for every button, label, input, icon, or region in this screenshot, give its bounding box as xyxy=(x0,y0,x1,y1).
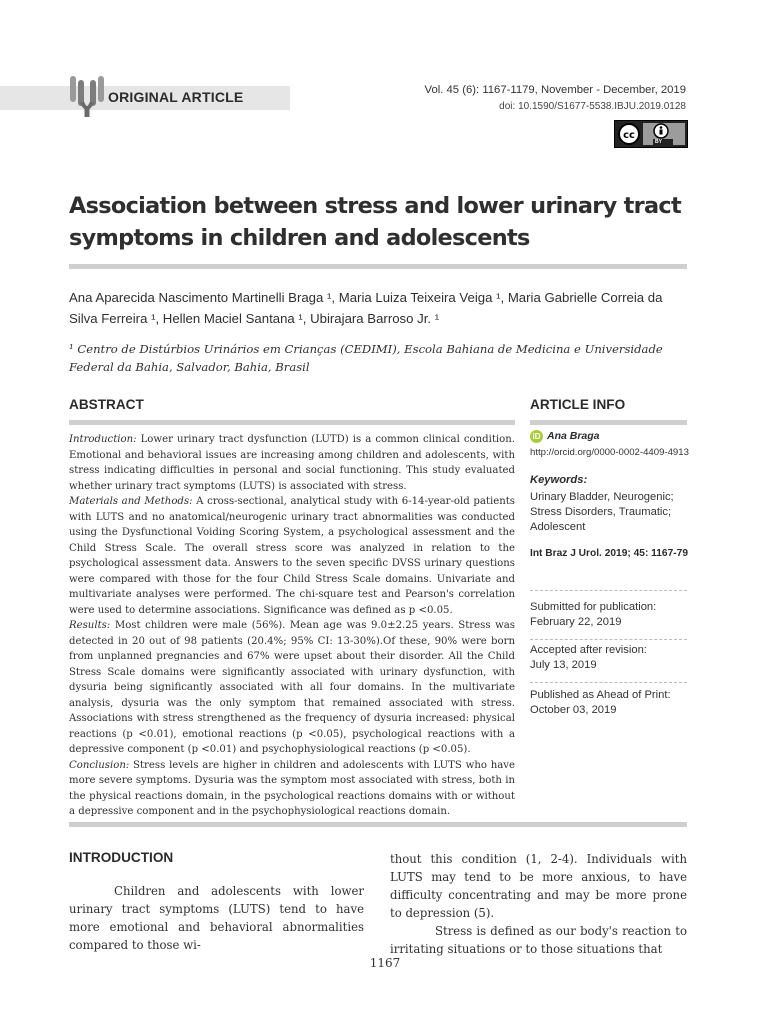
citation: Int Braz J Urol. 2019; 45: 1167-79 xyxy=(530,548,688,559)
creative-commons-badge[interactable] xyxy=(614,120,688,148)
results-text: Most children were male (56%). Mean age was 9.0±2.25 years. Stress was detected in 20 out of 98 patients (20.4%; 95% CI: 13-30%).Of these, 90% were born from unplanned pregnancies and 67% were upset about their disorder. All the Child Stress Scale domains were significantly associated with urinary dysfunction, with dysuria being significantly associated with all four domains. In the multivariate analysis, dysuria was the only symptom that remained associated with stress. Associations with stress strengthened as the frequency of dysuria increased: physical reactions (p <0.01), emotional reactions (p <0.05), psychological reactions with a depressive component (p <0.01) and psychophysiological reactions (p <0.05). xyxy=(69,620,515,755)
orcid-icon[interactable]: iD xyxy=(530,430,543,443)
volume-info: Vol. 45 (6): 1167-1179, November - December, 2019 xyxy=(424,84,686,96)
introduction-paragraph: Children and adolescents with lower urinary tract symptoms (LUTS) tend to have more emotional and behavioral abnormalities compared to those wi- xyxy=(69,884,364,952)
svg-text:cc: cc xyxy=(623,130,635,141)
corresponding-author: Ana Braga xyxy=(547,430,600,442)
keywords-list: Urinary Bladder, Neurogenic; Stress Disorders, Traumatic; Adolescent xyxy=(530,491,674,533)
abstract-body xyxy=(69,432,515,820)
introduction-left-column xyxy=(69,882,364,954)
orcid-link[interactable]: http://orcid.org/0000-0002-4409-4913 xyxy=(530,447,689,458)
cc-license-icon xyxy=(615,121,687,147)
submitted-date: February 22, 2019 xyxy=(530,616,622,628)
methods-label: Materials and Methods: xyxy=(69,496,193,507)
abstract-heading: ABSTRACT xyxy=(69,397,144,412)
results-label: Results: xyxy=(69,620,111,631)
article-info-heading: ARTICLE INFO xyxy=(530,397,626,412)
title-divider xyxy=(69,264,687,269)
conclusion-text: Stress levels are higher in children and adolescents with LUTS who have more severe symptoms. Dysuria was the symptom most associated with stress, both in the physical reactions domain, in the psychological reactions domains with or without a depressive component and in the psychophysiological reactions domain. xyxy=(69,759,515,817)
journal-logo-icon xyxy=(68,74,106,118)
introduction-label: Introduction: xyxy=(69,434,137,445)
keywords-heading: Keywords: xyxy=(530,474,588,486)
affiliation: ¹ Centro de Distúrbios Urinários em Crianças (CEDIMI), Escola Bahiana de Medicina e Universidade Federal da Bahia, Salvador, Bahia, Brasil xyxy=(69,342,663,374)
abstract-divider xyxy=(69,420,515,425)
conclusion-label: Conclusion: xyxy=(69,759,130,771)
page-number: 1167 xyxy=(369,956,401,970)
accepted-label: Accepted after revision: xyxy=(530,644,647,656)
article-info-divider xyxy=(530,420,687,425)
cc-by-label: BY xyxy=(655,139,662,145)
article-title: Association between stress and lower urinary tract symptoms in children and adolescents xyxy=(69,193,681,251)
doi-link[interactable]: doi: 10.1590/S1677-5538.IBJU.2019.0128 xyxy=(499,101,686,112)
published-label: Published as Ahead of Print: xyxy=(530,689,671,701)
info-divider xyxy=(530,682,687,684)
introduction-paragraph: Stress is defined as our body's reaction to irritating situations or to those situations that xyxy=(390,924,687,956)
introduction-heading: INTRODUCTION xyxy=(69,850,174,865)
accepted-date: July 13, 2019 xyxy=(530,659,597,671)
submitted-label: Submitted for publication: xyxy=(530,601,657,613)
methods-text: A cross-sectional, analytical study with 6-14-year-old patients with LUTS and no anatomical/neurogenic urinary tract abnormalities was conducted using the Dysfunctional Voiding Scoring System, a psychological assessment and the Child Stress Scale. The overall stress score was analyzed in relation to the psychological assessment data. Answers to the seven specific DVSS urinary questions were compared with those for the four Child Stress Scale domains. Univariate and multivariate analyses were performed. The chi-square test and Pearson's correlation were used to determine associations. Significance was defined as p <0.05. xyxy=(69,496,516,616)
introduction-text: Lower urinary tract dysfunction (LUTD) is a common clinical condition. Emotional and behavioral issues are increasing among children and adolescents, with stress indicating difficulties in personal and social functioning. This study evaluated whether urinary tract symptoms (LUTS) is associated with stress. xyxy=(69,434,515,492)
section-label: ORIGINAL ARTICLE xyxy=(108,89,244,105)
published-date: October 03, 2019 xyxy=(530,704,617,716)
introduction-right-column xyxy=(390,850,687,958)
introduction-paragraph: thout this condition (1, 2-4). Individuals with LUTS may tend to be more anxious, to have difficulty concentrating and may be more prone to depression (5). xyxy=(390,852,687,920)
info-divider xyxy=(530,590,687,592)
info-divider xyxy=(530,639,687,641)
abstract-bottom-divider xyxy=(69,822,687,827)
author-list: Ana Aparecida Nascimento Martinelli Braga ¹, Maria Luiza Teixeira Veiga ¹, Maria Gabrielle Correia da Silva Ferreira ¹, Hellen Maciel Santana ¹, Ubirajara Barroso Jr. ¹ xyxy=(69,290,663,326)
